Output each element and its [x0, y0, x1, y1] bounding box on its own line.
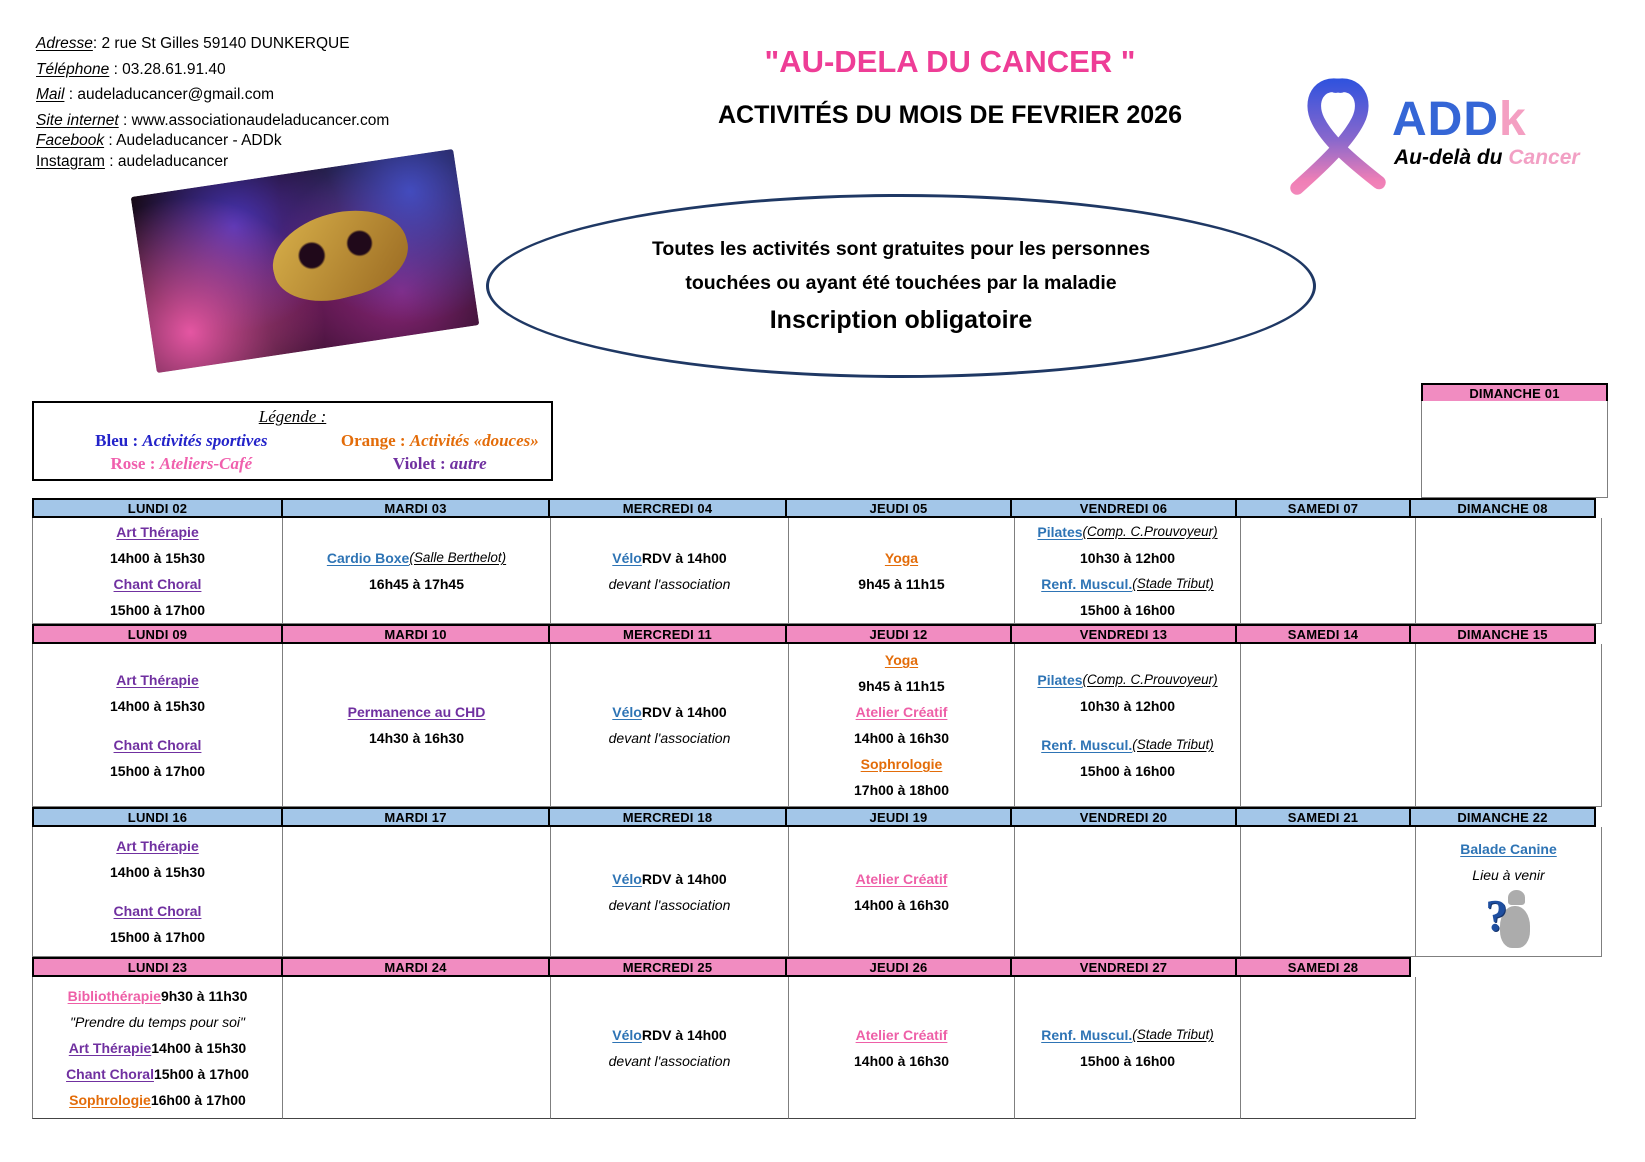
event-line — [612, 1022, 726, 1048]
contact-line-facebook — [36, 133, 389, 149]
week-row — [32, 807, 1602, 957]
day-header-jeudi-26: JEUDI 26 — [785, 957, 1012, 977]
day-cell-jeudi-26 — [788, 977, 1015, 1119]
week-body-row — [32, 518, 1602, 624]
activity-label: Chant Choral — [113, 736, 202, 753]
event-line — [612, 699, 726, 725]
event-line — [69, 1087, 246, 1113]
contact-line-mail — [36, 87, 389, 103]
legend-item-orange — [329, 430, 551, 453]
addk-logo — [1288, 64, 1618, 239]
day-header-jeudi-12: JEUDI 12 — [785, 624, 1012, 644]
day-cell-mardi-24 — [282, 977, 551, 1119]
event-line — [70, 1009, 245, 1035]
event-line — [1472, 862, 1544, 888]
day-cell-mardi-17 — [282, 827, 551, 957]
event-line — [1080, 758, 1175, 784]
day-header-mardi-10: MARDI 10 — [281, 624, 550, 644]
event-line — [327, 545, 506, 571]
week-header-row — [32, 624, 1602, 644]
activity-label: Atelier Créatif — [855, 704, 948, 720]
event-line — [1041, 571, 1214, 597]
event-line — [110, 597, 205, 623]
legend-color-label: Rose : — [110, 453, 160, 473]
event-line — [1041, 1022, 1214, 1048]
activity-label: Yoga — [884, 652, 919, 668]
activity-label: Art Thérapie — [116, 838, 199, 854]
day-header-dimanche-08: DIMANCHE 08 — [1409, 498, 1596, 518]
contact-line-site-internet — [36, 113, 389, 129]
event-line — [885, 545, 918, 571]
event-detail: (Comp. C.Prouvoyeur) — [1082, 672, 1218, 687]
legend-color-value: Ateliers-Café — [159, 453, 253, 473]
activity-label: Atelier Créatif — [855, 870, 948, 887]
week-row — [32, 498, 1602, 624]
event-time: 17h00 à 18h00 — [854, 782, 949, 798]
day-cell-vendredi-27 — [1014, 977, 1241, 1119]
day-header-lundi-16: LUNDI 16 — [32, 807, 283, 827]
event-line — [609, 892, 731, 918]
event-line — [348, 699, 486, 725]
logo-tagline: Au-delà du Cancer — [1394, 146, 1580, 169]
event-line — [854, 1048, 949, 1074]
activity-label: Art Thérapie — [116, 523, 199, 540]
activity-label: Sophrologie — [860, 756, 943, 772]
event-line — [1037, 519, 1217, 545]
day-cell-lundi-16 — [32, 827, 283, 957]
event-line — [858, 571, 944, 597]
day-header-mercredi-18: MERCREDI 18 — [548, 807, 787, 827]
day-header-jeudi-19: JEUDI 19 — [785, 807, 1012, 827]
event-line — [1037, 667, 1217, 693]
contact-label: Mail — [36, 86, 65, 103]
event-line — [1080, 1048, 1175, 1074]
event-time: 16h00 à 17h00 — [150, 1091, 246, 1108]
activity-label: Vélo — [612, 549, 642, 566]
event-line — [1080, 597, 1175, 623]
event-time: 10h30 à 12h00 — [1080, 549, 1175, 566]
banner-line: touchées ou ayant été touchées par la maladie — [685, 271, 1117, 294]
day-header-mardi-03: MARDI 03 — [281, 498, 550, 518]
activity-label: Chant Choral — [66, 1065, 154, 1082]
day-header-samedi-14: SAMEDI 14 — [1235, 624, 1411, 644]
day-header-mercredi-04: MERCREDI 04 — [548, 498, 787, 518]
contact-label: Site internet — [36, 111, 119, 129]
legend-color-value: Activités «douces» — [409, 431, 539, 450]
legend-item-violet — [329, 453, 551, 476]
activity-label: Vélo — [612, 1026, 642, 1043]
contact-label: Adresse — [36, 35, 93, 52]
day-cell-samedi-28 — [1240, 977, 1416, 1119]
day-header-vendredi-27: VENDREDI 27 — [1010, 957, 1237, 977]
event-line — [110, 758, 205, 784]
legend-items — [34, 430, 551, 476]
event-detail: (Stade Tribut) — [1132, 1027, 1214, 1042]
day-cell-dimanche-01 — [1421, 401, 1608, 498]
day-header-vendredi-06: VENDREDI 06 — [1010, 498, 1237, 518]
event-line — [612, 545, 726, 571]
event-time: 9h30 à 11h30 — [160, 987, 248, 1004]
event-line — [110, 924, 205, 950]
event-time: 15h00 à 16h00 — [1080, 601, 1175, 618]
day-header-dimanche-01: DIMANCHE 01 — [1421, 383, 1608, 403]
day-header-samedi-07: SAMEDI 07 — [1235, 498, 1411, 518]
legend-color-value: autre — [449, 453, 487, 473]
free-activities-banner — [486, 194, 1316, 378]
event-line — [856, 866, 948, 892]
banner-registration-note: Inscription obligatoire — [769, 305, 1033, 334]
activity-label: Pilates — [1037, 523, 1083, 540]
day-header-mercredi-11: MERCREDI 11 — [548, 624, 787, 644]
event-line — [369, 725, 464, 751]
event-detail: (Comp. C.Prouvoyeur) — [1082, 524, 1218, 539]
contact-value: : 2 rue St Gilles 59140 DUNKERQUE — [92, 35, 350, 52]
activity-label: Renf. Muscul. — [1041, 1026, 1133, 1043]
day-header-jeudi-05: JEUDI 05 — [785, 498, 1012, 518]
event-line — [612, 866, 726, 892]
day-header-vendredi-20: VENDREDI 20 — [1010, 807, 1237, 827]
event-detail: devant l'association — [608, 575, 731, 592]
legend-title: Légende : — [258, 407, 327, 426]
day-header-lundi-23: LUNDI 23 — [32, 957, 283, 977]
week-header-row — [32, 957, 1602, 977]
activity-label: Vélo — [612, 704, 642, 720]
day-cell-dimanche-22 — [1415, 827, 1602, 957]
event-time: 10h30 à 12h00 — [1080, 697, 1175, 714]
event-time: 15h00 à 17h00 — [110, 601, 205, 618]
contact-value: : audeladucancer — [104, 152, 229, 170]
day-header-lundi-02: LUNDI 02 — [32, 498, 283, 518]
day-header-dimanche-22: DIMANCHE 22 — [1409, 807, 1596, 827]
event-line — [116, 833, 198, 859]
activity-label: Permanence au CHD — [347, 704, 486, 720]
week-header-row — [32, 498, 1602, 518]
page-subtitle: ACTIVITÉS DU MOIS DE FEVRIER 2026 — [718, 101, 1182, 129]
activity-label: Atelier Créatif — [855, 1026, 948, 1043]
week-body-row — [32, 977, 1602, 1119]
event-time: 14h00 à 15h30 — [110, 697, 205, 714]
event-line — [114, 898, 202, 924]
legend-color-value: Activités sportives — [142, 431, 268, 450]
event-time: 9h45 à 11h15 — [858, 678, 945, 694]
day-cell-mercredi-18 — [550, 827, 789, 957]
awareness-ribbon-icon — [1288, 68, 1388, 226]
event-detail: devant l'association — [608, 730, 731, 746]
activity-label: Cardio Boxe — [326, 549, 410, 566]
legend-color-label: Orange : — [340, 431, 410, 450]
day-cell-mercredi-25 — [550, 977, 789, 1119]
question-mark-glyph: ? — [1485, 890, 1508, 940]
contact-line-téléphone — [36, 62, 389, 78]
calendar-weeks — [32, 498, 1602, 1119]
day-cell-mercredi-04 — [550, 518, 789, 624]
event-detail: (Salle Berthelot) — [409, 550, 507, 565]
event-time: 14h00 à 16h30 — [854, 896, 949, 913]
day-cell-jeudi-19 — [788, 827, 1015, 957]
event-time: 14h30 à 16h30 — [369, 730, 464, 746]
event-line — [116, 519, 198, 545]
contact-value: : www.associationaudeladucancer.com — [118, 111, 390, 129]
day-cell-vendredi-06 — [1014, 518, 1241, 624]
event-time: 15h00 à 17h00 — [110, 762, 205, 779]
carnival-mask-image — [131, 149, 480, 373]
day-cell-vendredi-13 — [1014, 644, 1241, 807]
day-header-vendredi-13: VENDREDI 13 — [1010, 624, 1237, 644]
logo-brand-text: ADDk — [1392, 93, 1527, 146]
day-cell-jeudi-12 — [788, 644, 1015, 807]
week-body-row — [32, 644, 1602, 807]
legend-item-bleu — [34, 430, 329, 453]
activity-label: Vélo — [612, 870, 642, 887]
event-line — [854, 725, 949, 751]
activity-label: Bibliothérapie — [67, 987, 161, 1004]
event-detail: devant l'association — [608, 1052, 731, 1069]
activity-label: Chant Choral — [113, 575, 202, 592]
week-row — [32, 624, 1602, 807]
event-line — [1080, 693, 1175, 719]
event-line — [110, 545, 205, 571]
day-cell-jeudi-05 — [788, 518, 1015, 624]
event-line — [69, 1035, 246, 1061]
event-detail: (Stade Tribut) — [1132, 737, 1214, 752]
event-line — [856, 1022, 948, 1048]
event-line — [1460, 836, 1556, 862]
event-line — [609, 1048, 731, 1074]
activity-label: Renf. Muscul. — [1041, 736, 1133, 753]
event-time: RDV à 14h00 — [641, 704, 727, 720]
event-line — [861, 751, 943, 777]
contact-info — [36, 36, 389, 174]
activity-label: Sophrologie — [69, 1091, 151, 1108]
event-line — [114, 732, 202, 758]
activity-label: Yoga — [884, 549, 919, 566]
day-header-mardi-17: MARDI 17 — [281, 807, 550, 827]
legend-color-label: Violet : — [392, 453, 450, 473]
event-line — [110, 693, 205, 719]
event-detail: devant l'association — [608, 896, 731, 913]
day-header-samedi-28: SAMEDI 28 — [1235, 957, 1411, 977]
day-cell-lundi-02 — [32, 518, 283, 624]
activity-label: Chant Choral — [113, 903, 202, 919]
event-line — [116, 667, 198, 693]
event-line — [856, 699, 948, 725]
event-line — [854, 892, 949, 918]
event-time: RDV à 14h00 — [641, 1026, 727, 1043]
event-line — [369, 571, 464, 597]
banner-line: Toutes les activités sont gratuites pour les personnes — [651, 237, 1151, 260]
day-header-mercredi-25: MERCREDI 25 — [548, 957, 787, 977]
day-cell-samedi-21 — [1240, 827, 1416, 957]
day-header-mardi-24: MARDI 24 — [281, 957, 550, 977]
contact-value: : audeladucancer@gmail.com — [64, 86, 275, 103]
day-cell-vendredi-20 — [1014, 827, 1241, 957]
day-cell-mardi-03 — [282, 518, 551, 624]
event-line — [609, 725, 731, 751]
legend-color-label: Bleu : — [95, 431, 143, 450]
legend-box — [32, 401, 553, 481]
activity-label: Balade Canine — [1460, 840, 1557, 857]
dog-head-shape — [1508, 890, 1525, 905]
event-detail: "Prendre du temps pour soi" — [70, 1013, 245, 1030]
day-cell-dimanche-15 — [1415, 644, 1602, 807]
event-detail: (Stade Tribut) — [1132, 576, 1214, 591]
day-cell-dimanche-08 — [1415, 518, 1602, 624]
event-time: 15h00 à 17h00 — [153, 1065, 249, 1082]
contact-label: Facebook — [36, 132, 105, 149]
event-line — [1041, 732, 1214, 758]
activity-label: Art Thérapie — [68, 1039, 152, 1056]
event-line — [854, 777, 949, 803]
week-body-row — [32, 827, 1602, 957]
event-time: 9h45 à 11h15 — [858, 575, 945, 592]
day-cell-samedi-07 — [1240, 518, 1416, 624]
week-header-row — [32, 807, 1602, 827]
day-header-samedi-21: SAMEDI 21 — [1235, 807, 1411, 827]
event-time: 14h00 à 15h30 — [110, 549, 205, 566]
event-time: 14h00 à 15h30 — [110, 864, 205, 880]
event-line — [885, 647, 918, 673]
page-title: "AU-DELA DU CANCER " — [764, 44, 1136, 79]
week-row — [32, 957, 1602, 1119]
event-time: RDV à 14h00 — [641, 549, 727, 566]
mask-face-shape — [263, 197, 417, 314]
event-time: 14h00 à 16h30 — [854, 1052, 949, 1069]
legend-item-rose — [34, 453, 329, 476]
event-line — [609, 571, 731, 597]
event-time: 15h00 à 17h00 — [110, 929, 205, 945]
day-cell-mardi-10 — [282, 644, 551, 807]
event-time: 14h00 à 15h30 — [151, 1039, 247, 1056]
contact-label: Téléphone — [36, 60, 110, 78]
dog-question-icon — [1486, 890, 1532, 948]
event-line — [114, 571, 202, 597]
event-time: 16h45 à 17h45 — [369, 575, 464, 592]
activity-label: Art Thérapie — [116, 671, 199, 688]
event-time: 15h00 à 16h00 — [1080, 1052, 1175, 1069]
day-header-dimanche-15: DIMANCHE 15 — [1409, 624, 1596, 644]
contact-value: : Audeladucancer - ADDk — [104, 132, 282, 149]
event-detail: Lieu à venir — [1472, 866, 1545, 883]
event-line — [858, 673, 944, 699]
contact-label: Instagram — [36, 152, 105, 170]
event-line — [68, 983, 248, 1009]
contact-value: : 03.28.61.91.40 — [109, 60, 226, 78]
event-line — [1080, 545, 1175, 571]
event-time: 15h00 à 16h00 — [1080, 762, 1175, 779]
day-header-lundi-09: LUNDI 09 — [32, 624, 283, 644]
day-cell-mercredi-11 — [550, 644, 789, 807]
event-line — [110, 859, 205, 885]
day-cell-lundi-09 — [32, 644, 283, 807]
day-cell-samedi-14 — [1240, 644, 1416, 807]
activity-label: Pilates — [1037, 671, 1083, 688]
event-time: RDV à 14h00 — [641, 870, 727, 887]
event-line — [66, 1061, 249, 1087]
event-time: 14h00 à 16h30 — [854, 730, 949, 746]
activity-label: Renf. Muscul. — [1041, 575, 1133, 592]
day-cell-lundi-23 — [32, 977, 283, 1119]
contact-line-adresse — [36, 36, 389, 52]
